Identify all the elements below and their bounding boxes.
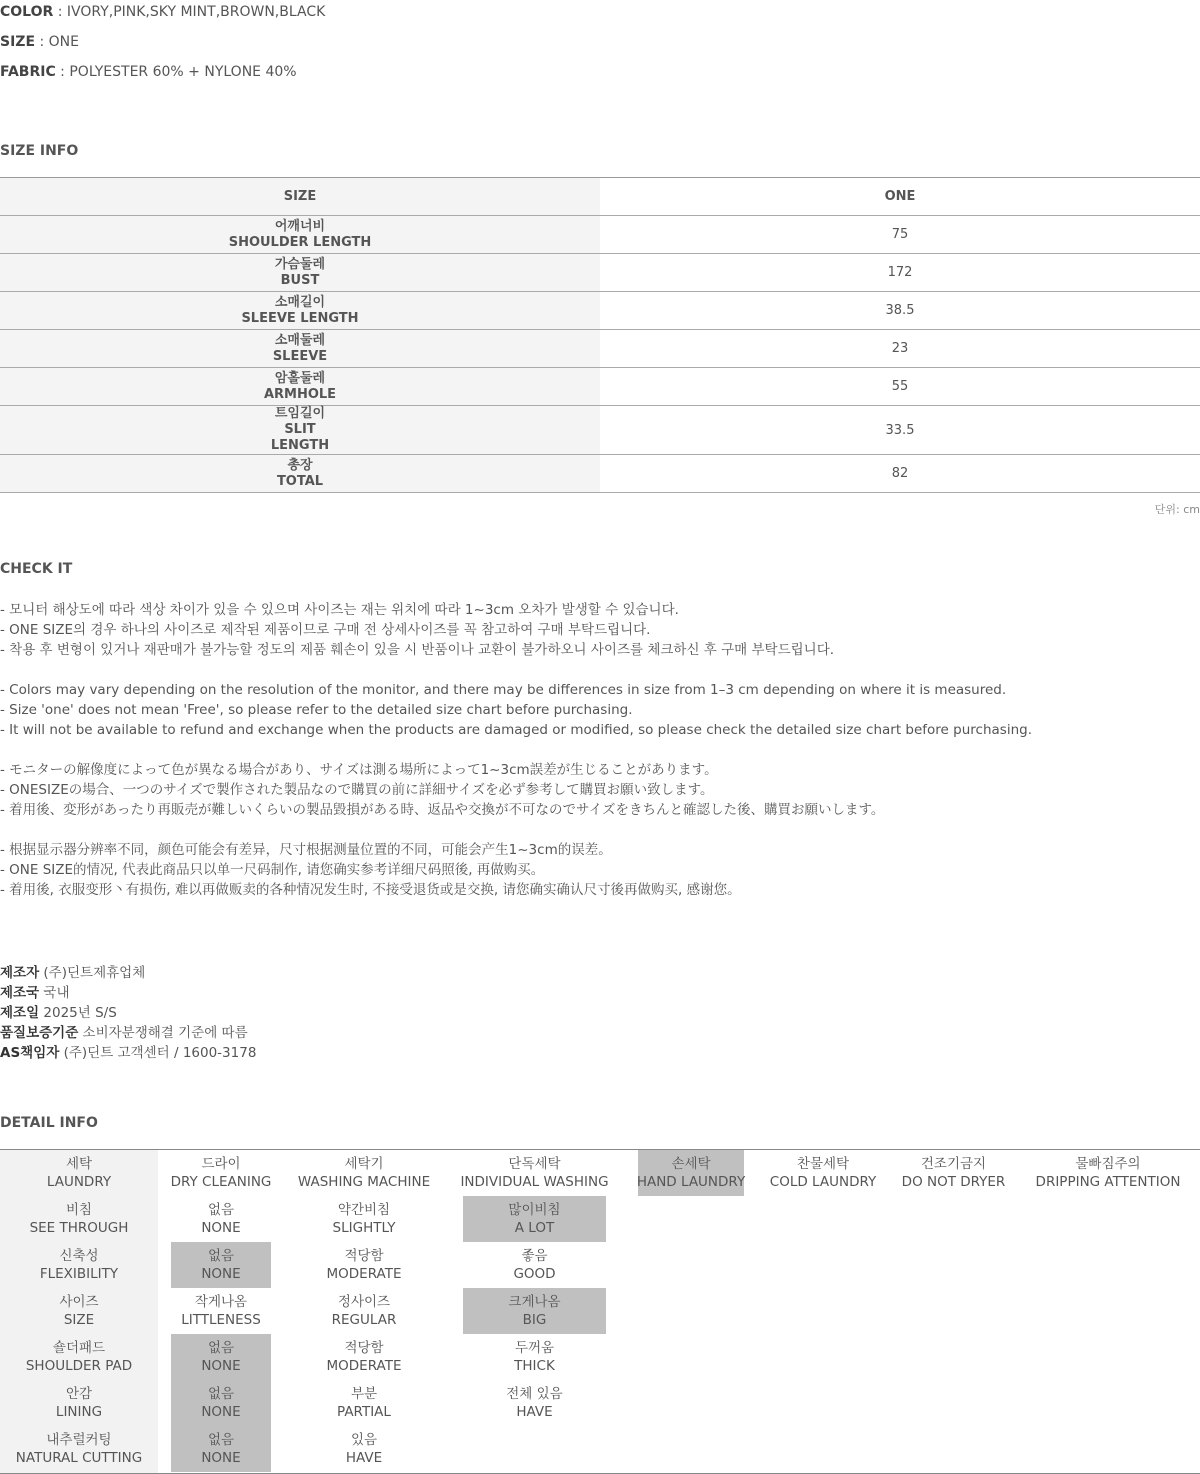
detail-table xyxy=(0,1149,1200,1474)
info-date xyxy=(0,1001,117,1021)
detail-label-en: NONE xyxy=(201,1404,241,1420)
detail-option-selected xyxy=(171,1242,271,1288)
detail-row-header xyxy=(0,1196,158,1242)
detail-label-en: NONE xyxy=(201,1358,241,1374)
detail-option-selected xyxy=(171,1334,271,1380)
detail-row-header xyxy=(0,1334,158,1380)
detail-label-ko: 안감 xyxy=(65,1386,93,1402)
size-row-sleeve-length xyxy=(0,292,1200,330)
detail-option xyxy=(1016,1150,1200,1196)
detail-option xyxy=(294,1426,434,1472)
detail-label-ko: 적당함 xyxy=(344,1248,384,1264)
detail-option xyxy=(294,1288,434,1334)
spec-label: SIZE xyxy=(0,34,36,50)
label-ko: 소매둘레 xyxy=(274,332,326,348)
detail-option xyxy=(760,1150,886,1196)
detail-label-ko: 세탁기 xyxy=(344,1156,384,1172)
label-en: TOTAL xyxy=(276,473,324,489)
info-value: 국내 xyxy=(39,985,70,1001)
detail-label-ko: 물빠짐주의 xyxy=(1075,1156,1141,1172)
size-table xyxy=(0,177,1200,493)
detail-label-en: HAND LAUNDRY xyxy=(636,1174,746,1190)
detail-option-selected xyxy=(171,1380,271,1426)
detail-option xyxy=(460,1150,609,1196)
detail-label-en: DRIPPING ATTENTION xyxy=(1035,1174,1181,1190)
detail-label-en: GOOD xyxy=(513,1266,556,1282)
detail-label-en: FLEXIBILITY xyxy=(39,1266,119,1282)
detail-label-ko: 없음 xyxy=(207,1340,235,1356)
spec-label: COLOR xyxy=(0,4,54,20)
detail-label-en: PARTIAL xyxy=(337,1404,391,1420)
spec-value: : POLYESTER 60% + NYLONE 40% xyxy=(55,64,297,80)
detail-label-ko: 크게나옴 xyxy=(508,1294,561,1310)
detail-label-en: NATURAL CUTTING xyxy=(15,1450,143,1466)
label-ko: 트임길이 xyxy=(274,406,326,421)
label-en: SLIT xyxy=(284,422,316,437)
detail-option xyxy=(294,1196,434,1242)
detail-label-ko: 없음 xyxy=(207,1248,235,1264)
detail-label-ko: 적당함 xyxy=(344,1340,384,1356)
detail-option xyxy=(463,1334,606,1380)
size-row-sleeve xyxy=(0,330,1200,368)
size-unit: 단위: cm xyxy=(1154,503,1200,516)
detail-label-ko: 사이즈 xyxy=(59,1294,99,1310)
info-warranty xyxy=(0,1021,248,1041)
info-label: AS책임자 xyxy=(0,1045,60,1061)
label-en: SLEEVE xyxy=(272,348,328,364)
detail-label-en: COLD LAUNDRY xyxy=(769,1174,877,1190)
detail-label-en: LAUNDRY xyxy=(46,1174,112,1190)
check-line: - 모니터 해상도에 따라 색상 차이가 있을 수 있으며 사이즈는 재는 위치에 따라 1~3cm 오차가 발생할 수 있습니다. xyxy=(0,602,679,618)
detail-row-header xyxy=(0,1288,158,1334)
check-line: - Size 'one' does not mean 'Free', so please refer to the detailed size chart before purchasing. xyxy=(0,702,633,718)
detail-option-selected xyxy=(171,1426,271,1472)
detail-label-ko: 없음 xyxy=(207,1432,235,1448)
check-line: - ONE SIZE的情况, 代表此商品只以单一尺码制作, 请您确实参考详细尺码照後, 再做购买。 xyxy=(0,862,545,878)
detail-label-ko: 없음 xyxy=(207,1202,235,1218)
info-label: 제조국 xyxy=(0,985,40,1001)
detail-label-en: HAVE xyxy=(516,1404,553,1420)
detail-label-en: NONE xyxy=(201,1450,241,1466)
check-line: - ONE SIZE의 경우 하나의 사이즈로 제작된 제품이므로 구매 전 상세사이즈를 꼭 참고하여 구매 부탁드립니다. xyxy=(0,622,651,638)
size-row-armhole xyxy=(0,368,1200,406)
check-line: - 根据显示器分辨率不同，颜色可能会有差异，尺寸根据测量位置的不同，可能会产生1~3cm的误差。 xyxy=(0,842,612,858)
spec-color xyxy=(0,4,325,20)
info-value: (주)딘트 고객센터 / 1600-3178 xyxy=(59,1045,257,1061)
label-ko: 소매길이 xyxy=(274,294,326,310)
detail-row-header xyxy=(0,1380,158,1426)
info-label: 제조일 xyxy=(0,1005,40,1021)
detail-option-selected xyxy=(463,1288,606,1334)
detail-label-en: MODERATE xyxy=(326,1358,402,1374)
check-it-title: CHECK IT xyxy=(0,561,73,577)
info-value: 2025년 S/S xyxy=(39,1005,117,1021)
detail-label-ko: 두꺼움 xyxy=(514,1340,555,1356)
spec-label: FABRIC xyxy=(0,64,56,80)
detail-label-ko: 많이비침 xyxy=(508,1202,561,1218)
detail-label-en: INDIVIDUAL WASHING xyxy=(460,1174,609,1190)
label-en: ARMHOLE xyxy=(263,386,337,402)
detail-row-header xyxy=(0,1150,158,1196)
detail-label-en: SIZE xyxy=(63,1312,95,1328)
check-line: - モニターの解像度によって色が異なる場合があり、サイズは測る場所によって1~3cm誤差が生じることがあります。 xyxy=(0,762,718,778)
detail-label-en: REGULAR xyxy=(331,1312,397,1328)
detail-label-ko: 단독세탁 xyxy=(508,1156,561,1172)
detail-label-en: SLIGHTLY xyxy=(332,1220,396,1236)
size-row-label xyxy=(0,216,600,253)
size-header-value: ONE xyxy=(884,189,916,204)
label-en: BUST xyxy=(280,272,320,288)
detail-label-en: SHOULDER PAD xyxy=(25,1358,133,1374)
label-ko: 가슴둘레 xyxy=(274,256,326,272)
detail-row-header xyxy=(0,1426,158,1472)
detail-label-en: NONE xyxy=(201,1266,241,1282)
size-row-value: 38.5 xyxy=(885,303,915,318)
detail-label-ko: 작게나옴 xyxy=(194,1294,248,1310)
detail-label-en: WASHING MACHINE xyxy=(297,1174,431,1190)
detail-option xyxy=(294,1334,434,1380)
detail-option xyxy=(171,1150,271,1196)
size-row-label xyxy=(0,455,600,492)
size-header-label: SIZE xyxy=(0,178,600,215)
size-row-label xyxy=(0,330,600,367)
detail-label-en: THICK xyxy=(514,1358,555,1374)
detail-label-ko: 내추럴커팅 xyxy=(46,1432,112,1448)
detail-option xyxy=(294,1380,434,1426)
detail-label-en: DO NOT DRYER xyxy=(901,1174,1006,1190)
info-as-contact xyxy=(0,1041,256,1061)
size-row-label xyxy=(0,368,600,405)
detail-label-ko: 건조기금지 xyxy=(920,1156,987,1172)
detail-label-en: DRY CLEANING xyxy=(170,1174,272,1190)
size-row-label xyxy=(0,292,600,329)
size-info-title: SIZE INFO xyxy=(0,143,79,159)
size-row-value: 55 xyxy=(891,379,909,394)
size-row-label xyxy=(0,406,600,454)
detail-label-en: SEE THROUGH xyxy=(29,1220,129,1236)
detail-option-selected xyxy=(463,1196,606,1242)
check-line: - It will not be available to refund and exchange when the products are damaged or modified, so please check the detailed size chart before purchasing. xyxy=(0,722,1032,738)
detail-option xyxy=(294,1150,434,1196)
detail-label-ko: 숄더패드 xyxy=(52,1340,106,1356)
detail-option xyxy=(294,1242,434,1288)
detail-label-ko: 부분 xyxy=(350,1386,378,1402)
label-en-2: LENGTH xyxy=(270,438,330,453)
info-value: 소비자분쟁해결 기준에 따름 xyxy=(78,1025,248,1041)
detail-label-ko: 손세탁 xyxy=(671,1156,711,1172)
detail-label-en: BIG xyxy=(522,1312,547,1328)
detail-label-ko: 약간비침 xyxy=(337,1202,391,1218)
detail-label-ko: 전체 있음 xyxy=(506,1386,563,1402)
label-ko: 암홀둘레 xyxy=(274,370,326,386)
detail-info-title: DETAIL INFO xyxy=(0,1115,98,1131)
detail-label-ko: 정사이즈 xyxy=(337,1294,391,1310)
info-label: 품질보증기준 xyxy=(0,1025,79,1041)
check-line: - ONESIZEの場合、一つのサイズで製作された製品なので購買の前に詳細サイズを必ず参考して購買お願い致します。 xyxy=(0,782,714,798)
detail-option-selected xyxy=(638,1150,744,1196)
detail-option xyxy=(463,1242,606,1288)
size-table-header xyxy=(0,178,1200,216)
check-line: - 착용 후 변형이 있거나 재판매가 불가능할 정도의 제품 훼손이 있을 시 반품이나 교환이 불가하오니 사이즈를 체크하신 후 구매 부탁드립니다. xyxy=(0,642,835,658)
info-country xyxy=(0,981,70,1001)
size-row-slit xyxy=(0,406,1200,455)
detail-label-en: MODERATE xyxy=(326,1266,402,1282)
size-row-bust xyxy=(0,254,1200,292)
detail-label-ko: 신축성 xyxy=(59,1248,99,1264)
detail-option xyxy=(171,1196,271,1242)
spec-value: : ONE xyxy=(35,34,79,50)
size-row-value: 23 xyxy=(891,341,909,356)
info-label: 제조자 xyxy=(0,965,40,981)
detail-label-ko: 없음 xyxy=(207,1386,235,1402)
label-ko: 어깨너비 xyxy=(274,218,326,234)
check-line: - 着用後、変形があったり再販売が難しいくらいの製品毀損がある時、返品や交換が不可なのでサイズをきちんと確認した後、購買お願いします。 xyxy=(0,802,885,818)
check-line: - 着用後, 衣服变形丶有损伤, 难以再做贩卖的各种情况发生时, 不接受退货或是交换, 请您确实确认尺寸後再做购买, 感谢您。 xyxy=(0,882,741,898)
detail-row-header xyxy=(0,1242,158,1288)
size-row-label xyxy=(0,254,600,291)
detail-option xyxy=(895,1150,1012,1196)
size-row-value: 82 xyxy=(891,466,909,481)
size-row-total xyxy=(0,455,1200,493)
label-en: SLEEVE LENGTH xyxy=(241,310,359,326)
size-row-value: 33.5 xyxy=(885,422,915,438)
check-line: - Colors may vary depending on the resolution of the monitor, and there may be differences in size from 1–3 cm depending on where it is measured. xyxy=(0,682,1007,698)
spec-size xyxy=(0,34,79,50)
spec-fabric xyxy=(0,64,297,80)
size-row-value: 172 xyxy=(887,265,913,280)
detail-label-en: A LOT xyxy=(514,1220,555,1236)
detail-label-ko: 좋음 xyxy=(521,1248,548,1264)
detail-option xyxy=(463,1380,606,1426)
detail-option xyxy=(171,1288,271,1334)
label-ko: 총장 xyxy=(287,457,313,473)
detail-label-en: LITTLENESS xyxy=(181,1312,261,1328)
detail-label-en: LINING xyxy=(55,1404,103,1420)
detail-label-en: HAVE xyxy=(345,1450,383,1466)
size-row-value: 75 xyxy=(891,227,909,242)
label-en: SHOULDER LENGTH xyxy=(228,234,372,250)
spec-value: : IVORY,PINK,SKY MINT,BROWN,BLACK xyxy=(53,4,326,20)
info-manufacturer xyxy=(0,961,145,981)
detail-label-en: NONE xyxy=(201,1220,241,1236)
detail-label-ko: 있음 xyxy=(350,1432,378,1448)
detail-label-ko: 세탁 xyxy=(65,1156,93,1172)
info-value: (주)딘트제휴업체 xyxy=(39,965,146,981)
detail-label-ko: 찬물세탁 xyxy=(796,1156,850,1172)
detail-label-ko: 드라이 xyxy=(201,1156,241,1172)
size-row-shoulder xyxy=(0,216,1200,254)
detail-label-ko: 비침 xyxy=(65,1202,93,1218)
